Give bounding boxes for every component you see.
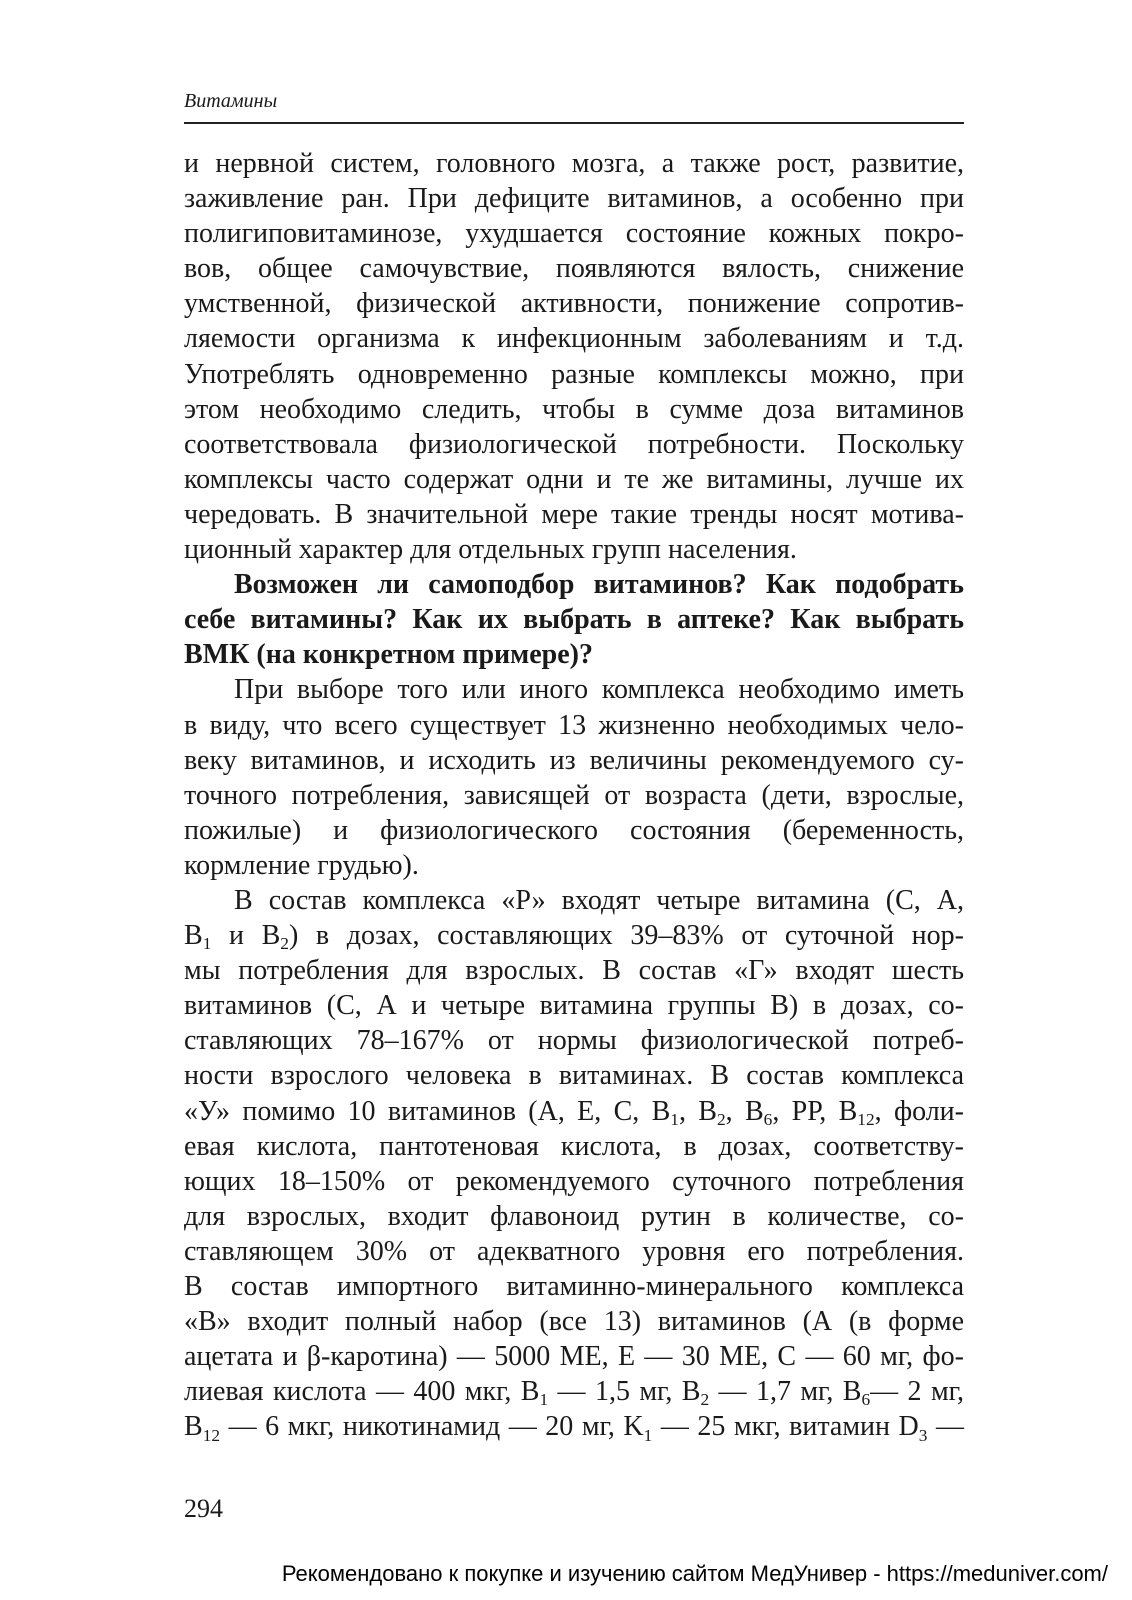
footer-recommendation: Рекомендовано к покупке и изучению сайтом МедУнивер - https://meduniver.com/ [281,1561,1108,1586]
text-line: евая кислота, пантотеновая кислота, в дозах, соответству- [184,1130,964,1162]
text-line: «У» помимо 10 витаминов (А, Е, С, $B_1$, $B_2$, $B_6$, РР, $B_{12}$, фоли- [184,1095,964,1129]
text-line: в виду, что всего существует 13 жизненно необходимых чело- [184,709,964,741]
text-line: для взрослых, входит флавоноид рутин в количестве, со- [184,1200,964,1232]
text-line: В состав импортного витаминно-минерального комплекса [184,1271,964,1302]
text-line: ВМК (на конкретном примере)? [184,639,593,671]
text-line: и нервной систем, головного мозга, а также рост, развитие, [184,148,964,179]
text-line: вов, общее самочувствие, появляются вялость, снижение [184,253,964,285]
text-line: этом необходимо следить, чтобы в сумме доза витаминов [184,393,964,425]
text-line: ющих 18–150% от рекомендуемого суточного потребления [184,1165,964,1197]
text-line: ционный характер для отдельных групп населения. [184,534,797,566]
text-line: соответствовала физиологической потребности. Поскольку [184,428,964,460]
text-line: $B_{12}$ — 6 мкг, никотинамид — 20 мг, $K_1$ — 25 мкг, витамин $D_3$ — [184,1411,964,1445]
text-line: При выборе того или иного комплекса необходимо иметь [234,674,964,706]
text-line: полигиповитаминозе, ухудшается состояние кожных покро- [184,218,964,250]
text-line: ставляющем 30% от адекватного уровня его потребления. [184,1235,964,1267]
text-line: чередовать. В значительной мере такие тренды носят мотива- [184,498,964,530]
text-line: ставляющих 78–167% от нормы физиологической потреб- [184,1025,964,1057]
text-line: В состав комплекса «Р» входят четыре витамина (С, А, [234,884,964,916]
body-text [184,146,964,1444]
header-rule [184,122,964,124]
text-line: точного потребления, зависящей от возраста (дети, взрослые, [184,779,964,811]
text-line: лиевая кислота — 400 мкг, $B_1$ — 1,5 мг, $B_2$ — 1,7 мг, $B_6—$ 2 мг, [184,1376,964,1410]
page-number: 294 [184,1494,223,1523]
text-line: «В» входит полный набор (все 13) витаминов (А (в форме [184,1306,964,1338]
text-line: заживление ран. При дефиците витаминов, а особенно при [184,183,964,215]
text-line: ацетата и β-каротина) — 5000 МЕ, Е — 30 МЕ, С — 60 мг, фо- [184,1341,964,1373]
text-line: Употреблять одновременно разные комплексы можно, при [184,358,964,390]
text-line: веку витаминов, и исходить из величины рекомендуемого су- [184,744,964,776]
text-line: комплексы часто содержат одни и те же витамины, лучше их [184,463,964,495]
text-line: кормление грудью). [184,849,419,881]
text-line: витаминов (С, А и четыре витамина группы В) в дозах, со- [184,990,964,1022]
running-header: Витамины [184,90,278,112]
text-line: себе витамины? Как их выбрать в аптеке? Как выбрать [184,604,964,636]
text-line: Возможен ли самоподбор витаминов? Как подобрать [234,569,964,601]
text-line: умственной, физической активности, понижение сопротив- [184,288,964,320]
text-line: пожилые) и физиологического состояния (беременность, [184,814,964,846]
text-line: ности взрослого человека в витаминах. В состав комплекса [184,1060,964,1092]
text-line: ляемости организма к инфекционным заболеваниям и т.д. [184,323,964,355]
text-line: мы потребления для взрослых. В состав «Г» входят шесть [184,955,964,987]
text-line: $B_1$ и $B_2$) в дозах, составляющих 39–83% от суточной нор- [184,920,964,954]
